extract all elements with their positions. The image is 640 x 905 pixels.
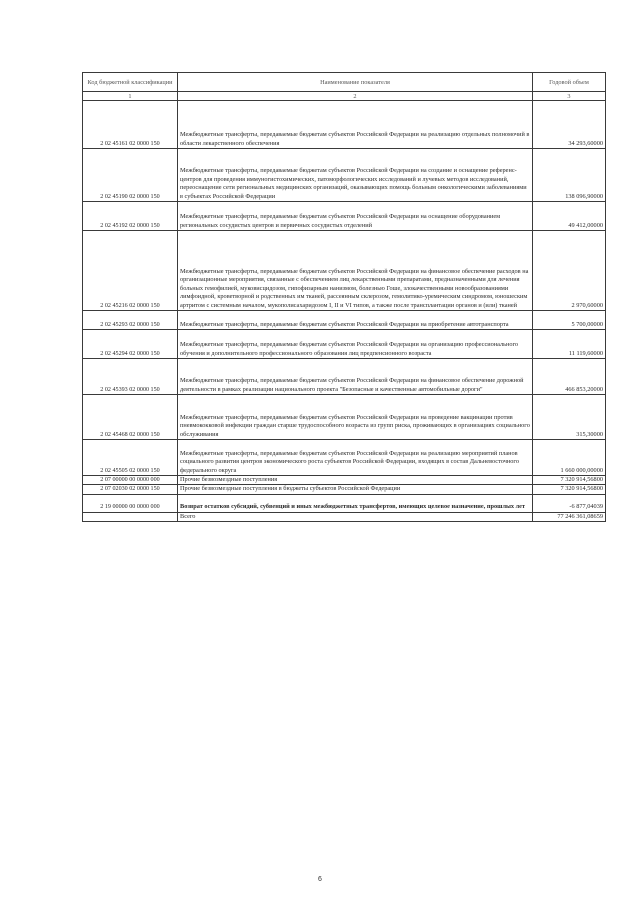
row-name: Межбюджетные трансферты, передаваемые бюджетам субъектов Российской Федерации на приобретение автотранспорта [178,311,533,330]
header-code: Код бюджетной классификации [83,73,178,92]
row-amount: 11 119,60000 [533,330,606,359]
row-amount: 7 320 914,56800 [533,485,606,494]
row-name: Межбюджетные трансферты, передаваемые бюджетам субъектов Российской Федерации на реализацию мероприятий планов социального развития центров экономического роста субъектов Российской Федерации, входящих в состав Дальневосточного федерального округа [178,440,533,476]
header-amount: Годовой объем [533,73,606,92]
row-amount: 49 412,00000 [533,202,606,231]
row-amount: 315,30000 [533,395,606,440]
table-row [83,202,606,231]
table-row [83,311,606,330]
row-amount: 1 660 000,00000 [533,440,606,476]
row-code: 2 02 45192 02 0000 150 [83,202,178,231]
col-number-2: 2 [178,92,533,101]
row-name: Межбюджетные трансферты, передаваемые бюджетам субъектов Российской Федерации на реализацию отдельных полномочий в области лекарственного обеспечения [178,101,533,149]
row-name: Межбюджетные трансферты, передаваемые бюджетам субъектов Российской Федерации на финансовое обеспечение расходов на организационные мероприятия, связанные с обеспечением лиц лекарственными препаратами, предназначенными для лечения больных гемофилией, муковисцидозом, гипофизарным нанизмом, болезнью Гоше, злокачественными новообразованиями лимфоидной, кроветворной и родственных им тканей, рассеянным склерозом, гемолитико-уремическим синдромом, юношеским артритом с системным началом, мукополисахаридозом I, II и VI типов, а также после трансплантации органов и (или) тканей [178,231,533,311]
col-number-3: 3 [533,92,606,101]
row-code: 2 07 02030 02 0000 150 [83,485,178,494]
table-row [83,494,606,512]
row-code: 2 02 45216 02 0000 150 [83,231,178,311]
table-row [83,231,606,311]
row-amount: 138 096,90000 [533,149,606,202]
row-amount: 34 293,60000 [533,101,606,149]
row-amount: 77 246 361,08659 [533,512,606,521]
row-name: Всего [178,512,533,521]
row-amount: 7 320 914,56800 [533,476,606,485]
row-name: Прочие безвозмездные поступления [178,476,533,485]
row-amount: 5 700,00000 [533,311,606,330]
row-code: 2 02 45505 02 0000 150 [83,440,178,476]
row-amount: 466 853,20000 [533,359,606,395]
column-number-row [83,92,606,101]
page-number: 6 [318,876,322,883]
row-name: Межбюджетные трансферты, передаваемые бюджетам субъектов Российской Федерации на создание и оснащение референс-центров для проведения иммуногистохимических, патоморфологических исследований и лучевых методов исследований, переоснащение сети региональных медицинских организаций, оказывающих помощь больным онкологическими заболеваниями в субъектах Российской Федерации [178,149,533,202]
row-code: 2 02 45468 02 0000 150 [83,395,178,440]
table-row [83,440,606,476]
table-header-row [83,73,606,92]
table-row [83,485,606,494]
row-code: 2 02 45161 02 0000 150 [83,101,178,149]
row-name: Прочие безвозмездные поступления в бюджеты субъектов Российской Федерации [178,485,533,494]
row-name: Межбюджетные трансферты, передаваемые бюджетам субъектов Российской Федерации на финансовое обеспечение дорожной деятельности в рамках реализации национального проекта "Безопасные и качественные автомобильные дороги" [178,359,533,395]
col-number-1: 1 [83,92,178,101]
row-code: 2 07 00000 00 0000 000 [83,476,178,485]
row-name: Межбюджетные трансферты, передаваемые бюджетам субъектов Российской Федерации на организацию профессионального обучения и дополнительного профессионального образования лиц предпенсионного возраста [178,330,533,359]
row-code: 2 02 45190 02 0000 150 [83,149,178,202]
table-row [83,359,606,395]
budget-table [82,72,606,522]
table-row [83,149,606,202]
row-code: 2 02 45294 02 0000 150 [83,330,178,359]
row-code: 2 02 45393 02 0000 150 [83,359,178,395]
table-row [83,395,606,440]
row-code: 2 19 00000 00 0000 000 [83,494,178,512]
row-name: Межбюджетные трансферты, передаваемые бюджетам субъектов Российской Федерации на проведение вакцинации против пневмококковой инфекции граждан старше трудоспособного возраста из групп риска, проживающих в организациях социального обслуживания [178,395,533,440]
row-amount: 2 970,60000 [533,231,606,311]
header-name: Наименование показателя [178,73,533,92]
row-code [83,512,178,521]
table-row [83,330,606,359]
table-row-total [83,512,606,521]
table-row [83,101,606,149]
row-amount: -6 877,04039 [533,494,606,512]
row-code: 2 02 45293 02 0000 150 [83,311,178,330]
row-name: Возврат остатков субсидий, субвенций и иных межбюджетных трансфертов, имеющих целевое назначение, прошлых лет [178,494,533,512]
row-name: Межбюджетные трансферты, передаваемые бюджетам субъектов Российской Федерации на оснащение оборудованием региональных сосудистых центров и первичных сосудистых отделений [178,202,533,231]
table-row [83,476,606,485]
